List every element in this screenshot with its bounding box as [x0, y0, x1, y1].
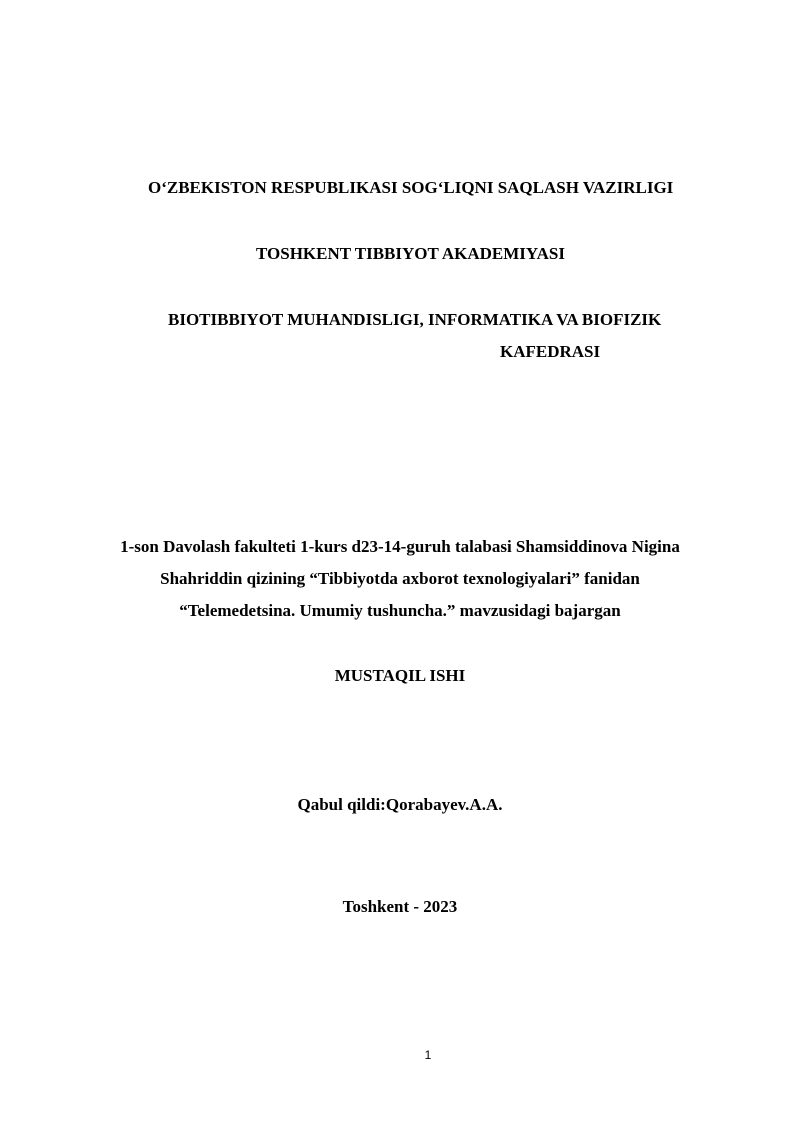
description-line-3: “Telemedetsina. Umumiy tushuncha.” mavzusidagi bajargan — [179, 601, 621, 620]
page-number: 1 — [424, 1048, 432, 1062]
work-title: MUSTAQIL ISHI — [334, 666, 466, 685]
ministry-heading: O‘ZBEKISTON RESPUBLIKASI SOG‘LIQNI SAQLASH VAZIRLIGI — [148, 178, 674, 197]
department-heading-line2: KAFEDRASI — [500, 342, 601, 361]
place-year: Toshkent - 2023 — [342, 897, 458, 916]
description-line-1: 1-son Davolash fakulteti 1-kurs d23-14-guruh talabasi Shamsiddinova Nigina — [120, 537, 680, 556]
accepted-by: Qabul qildi:Qorabayev.A.A. — [297, 795, 503, 814]
description-line-2: Shahriddin qizining “Tibbiyotda axborot texnologiyalari” fanidan — [160, 569, 640, 588]
department-heading-line1: BIOTIBBIYOT MUHANDISLIGI, INFORMATIKA VA BIOFIZIK — [168, 310, 662, 329]
academy-heading: TOSHKENT TIBBIYOT AKADEMIYASI — [256, 244, 565, 263]
